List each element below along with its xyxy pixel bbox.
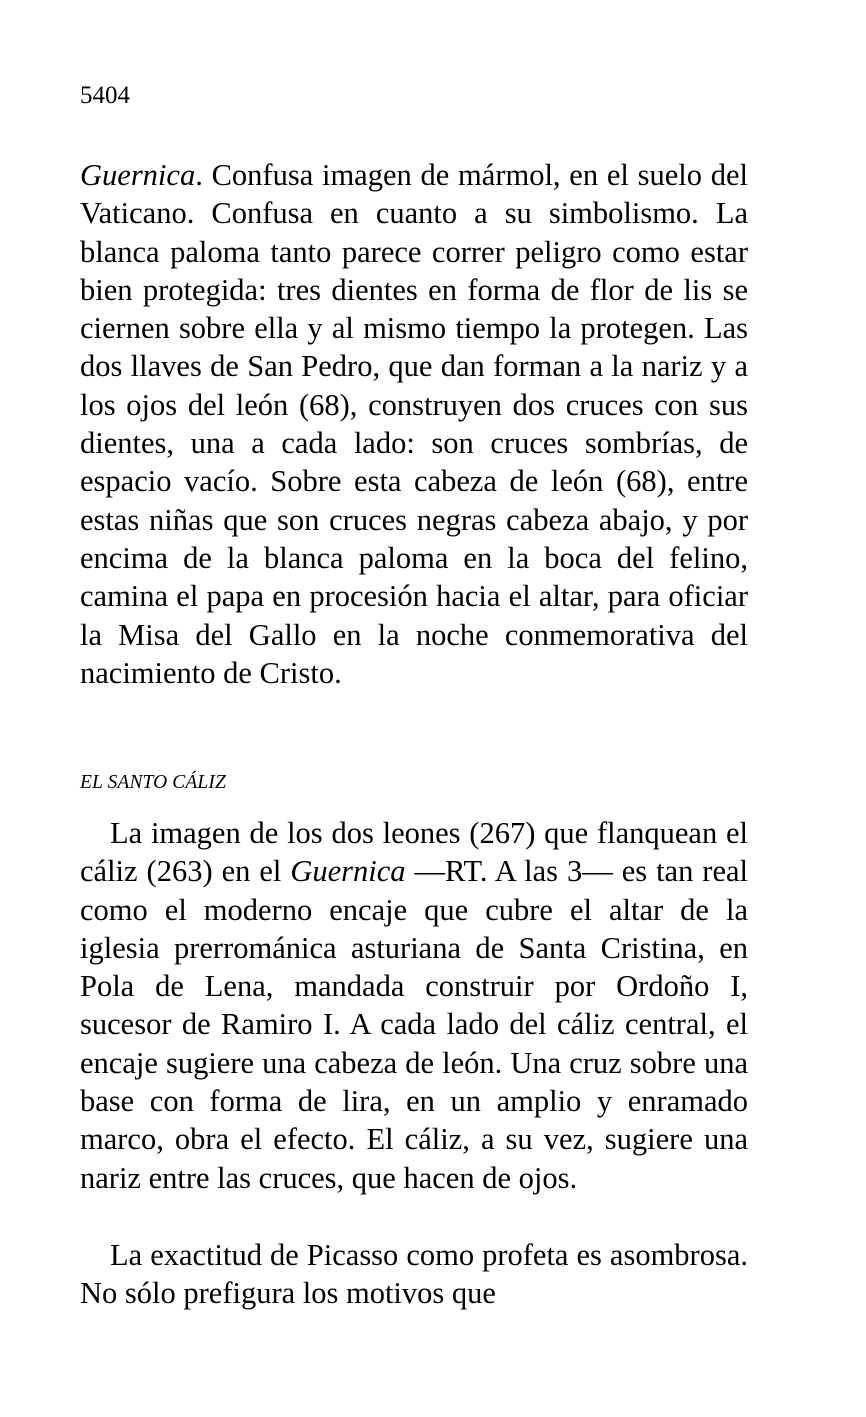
paragraph-guernica-marble — [80, 156, 748, 692]
paragraph-body-part-a: La imagen de los dos leones (267) que flanquean el cáliz (263) en el — [80, 816, 748, 889]
paragraph-picasso-prophet: La exactitud de Picasso como profeta es asombrosa. No sólo prefigura los motivos que — [80, 1238, 748, 1311]
section-heading: EL SANTO CÁLIZ — [80, 772, 226, 793]
page-number: 5404 — [80, 82, 130, 109]
italic-title-guernica: Guernica — [80, 158, 196, 192]
paragraph-body: . Confusa imagen de mármol, en el suelo del Vaticano. Confusa en cuanto a su simbolismo. La blanca paloma tanto parece correr peligro como estar bien protegida: tres dientes en forma de flor de lis se ciernen sobre ella y al mismo tiempo la protegen. Las dos llaves de San Pedro, que dan forman a la nariz y a los ojos del león (68), construyen dos cruces con sus dientes, una a cada lado: son cruces sombrías, de espacio vacío. Sobre esta cabeza de león (68), entre estas niñas que son cruces negras cabeza abajo, y por encima de la blanca paloma en la boca del felino, camina el papa en procesión hacia el altar, para oficiar la Misa del Gallo en la noche conmemorativa del nacimiento de Cristo. — [80, 158, 748, 690]
paragraph-body-part-b: —RT. A las 3— es tan real como el moderno encaje que cubre el altar de la iglesia prerrománica asturiana de Santa Cristina, en Pola de Lena, mandada construir por Ordoño I, sucesor de Ramiro I. A cada lado del cáliz central, el encaje sugiere una cabeza de león. Una cruz sobre una base con forma de lira, en un amplio y enramado marco, obra el efecto. El cáliz, a su vez, sugiere una nariz entre las cruces, que hacen de ojos. — [80, 854, 749, 1195]
italic-title-guernica: Guernica — [290, 854, 406, 889]
paragraph-santo-caliz — [80, 814, 748, 1197]
